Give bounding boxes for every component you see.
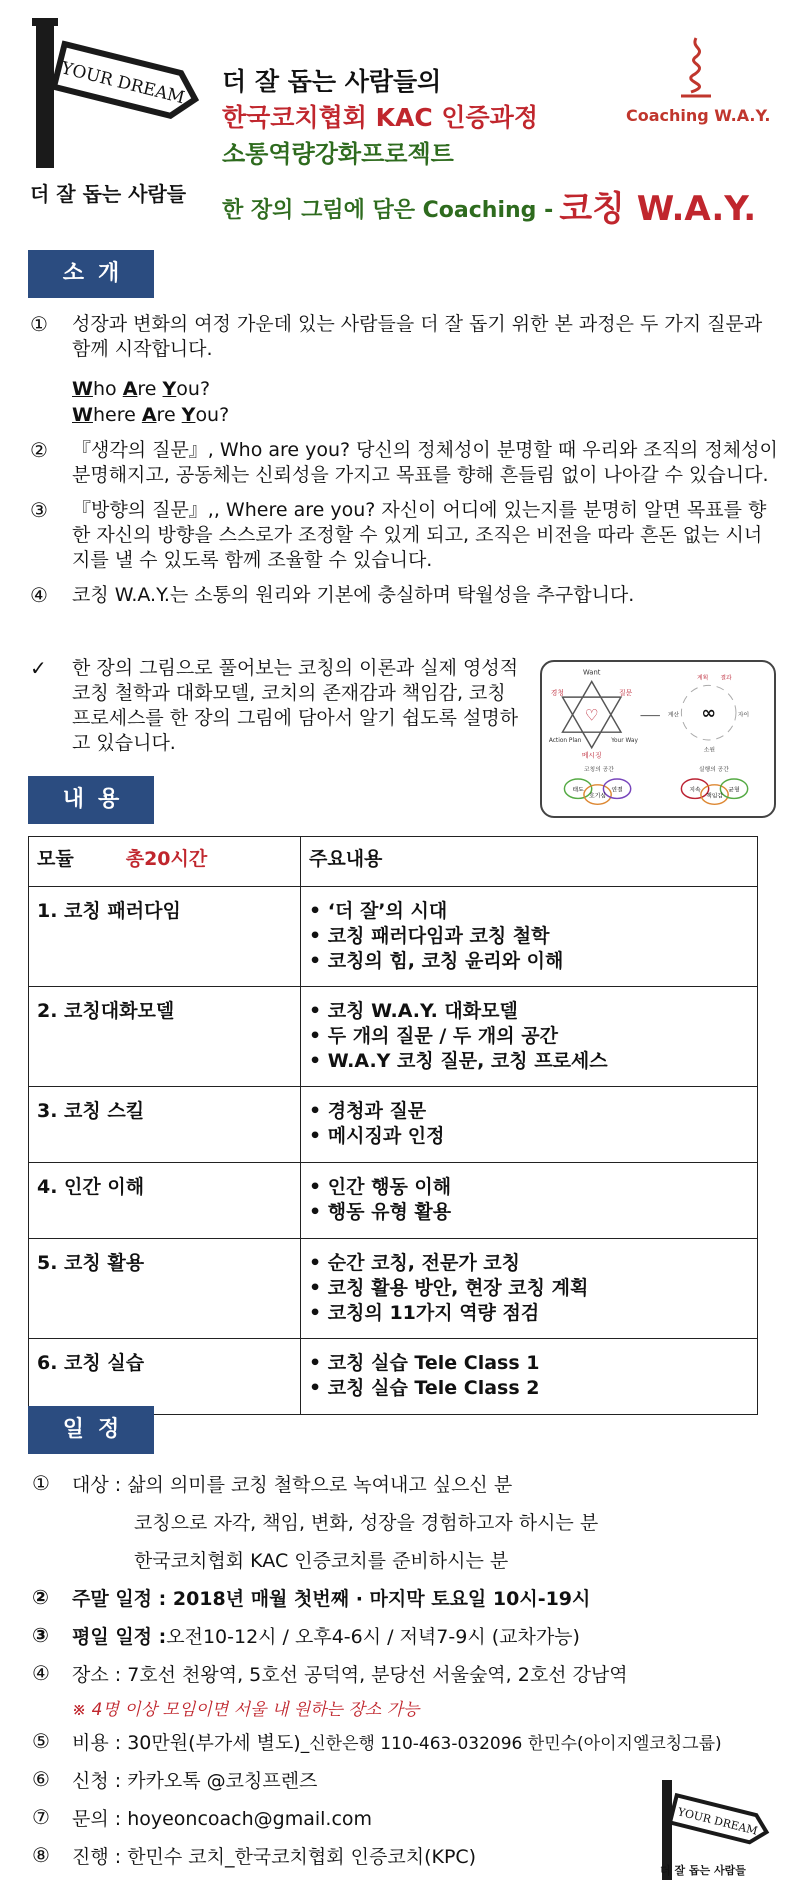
item-number: ④ (30, 583, 48, 607)
item-text: 『생각의 질문』, Who are you? 당신의 정체성이 분명할 때 우리와 조직의 정체성이 분명해지고, 공동체는 신뢰성을 가지고 목표를 향해 흔들림 없이 나아갈 수 있습니다. (72, 439, 778, 486)
svg-text:자이: 자이 (737, 712, 750, 719)
svg-text:호기심: 호기심 (589, 793, 607, 800)
place-note: ※ 4명 이상 모임이면 서울 내 원하는 장소 가능 (72, 1699, 420, 1720)
table-header-row (29, 837, 758, 887)
svg-text:균형: 균형 (728, 787, 740, 794)
coaching-way-brand (626, 34, 771, 134)
title-line-1: 더 잘 돕는 사람들의 (222, 67, 442, 96)
title-big: 코칭 W.A.Y. (559, 189, 757, 229)
svg-text:태도: 태도 (572, 787, 584, 794)
module-cell: 4. 인간 이해 (29, 1163, 301, 1239)
module-cell: 5. 코칭 활용 (29, 1239, 301, 1339)
tree-icon (661, 34, 731, 104)
item-text: 『방향의 질문』,, Where are you? 자신이 어디에 있는지를 분명히 알면 목표를 향한 자신의 방향을 스스로가 조정할 수 있게 되고, 조직은 비전을 따라 흔돈 없는 시너지를 낼 수 있도록 함께 조율할 수 있습니다. (72, 499, 767, 571)
total-hours: 총20시간 (125, 848, 208, 870)
title-line-4 (222, 178, 756, 227)
module-cell: 2. 코칭대화모델 (29, 987, 301, 1087)
intro-item (30, 498, 780, 573)
target-row-2: 코칭으로 자각, 책임, 변화, 성장을 경험하고자 하시는 분 (134, 1511, 599, 1534)
check-icon: ✓ (30, 656, 47, 680)
section-badge-contents: 내용 (28, 776, 154, 824)
table-row (29, 1239, 758, 1339)
svg-text:연결: 연결 (611, 787, 623, 794)
module-cell: 6. 코칭 실습 (29, 1339, 301, 1415)
items-cell: • 코칭 실습 Tele Class 1 • 코칭 실습 Tele Class 2 (301, 1339, 758, 1415)
section-badge-intro: 소개 (28, 250, 154, 298)
table-row (29, 1087, 758, 1163)
intro-list (30, 312, 780, 618)
title-line-3: 소통역량강화프로젝트 (222, 140, 454, 168)
items-cell: • ‘더 잘’의 시대 • 코칭 패러다임과 코칭 철학 • 코칭의 힘, 코칭 윤리와 이해 (301, 887, 758, 987)
svg-text:결과: 결과 (720, 675, 732, 682)
section-badge-schedule: 일정 (28, 1406, 154, 1454)
table-row (29, 1339, 758, 1415)
module-cell: 3. 코칭 스킬 (29, 1087, 301, 1163)
brand-text: Coaching W.A.Y. (626, 106, 771, 125)
contact-row: ⑦ 문의 : hoyeoncoach@gmail.com (32, 1805, 373, 1830)
target-row-3: 한국코치협회 KAC 인증코치를 준비하시는 분 (134, 1549, 509, 1572)
coaching-way-diagram (540, 660, 776, 818)
way-question-1: Who Are You? (72, 378, 211, 400)
weekend-row: ② 주말 일정 : 2018년 매월 첫번째 · 마지막 토요일 10시-19시 (32, 1585, 591, 1610)
svg-text:Your Way: Your Way (611, 737, 638, 744)
sign-caption: 더 잘 돕는 사람들 (30, 182, 187, 206)
intro-item (30, 312, 780, 362)
svg-text:실행의 공간: 실행의 공간 (698, 767, 729, 774)
svg-text:책임감: 책임감 (706, 793, 723, 800)
place-row: ④ 장소 : 7호선 천왕역, 5호선 공덕역, 분당선 서울숲역, 2호선 강남역 (32, 1661, 628, 1686)
intro-item (30, 438, 780, 488)
svg-text:Want: Want (582, 668, 601, 677)
item-number: ③ (30, 498, 48, 522)
title-line-4-text: 한 장의 그림에 담은 Coaching - (222, 198, 554, 223)
check-text: 한 장의 그림으로 풀어보는 코칭의 이론과 실제 영성적 코칭 철학과 대화모델, 코치의 존재감과 책임감, 코칭 프로세스를 한 장의 그림에 담아서 알기 쉽도록 설명하고 있습니다. (72, 657, 519, 754)
title-line-2: 한국코치협회 KAC 인증과정 (222, 103, 538, 132)
weekday-row: ③ 평일 일정 : 오전10-12시 / 오후4-6시 / 저녁7-9시 (교차가능) (32, 1623, 580, 1648)
intro-item (30, 583, 780, 608)
corner-caption: 더 잘 돕는 사람들 (660, 1864, 746, 1877)
way-questions (72, 376, 780, 428)
table-row (29, 1163, 758, 1239)
svg-text:YOUR DREAM: YOUR DREAM (676, 1805, 759, 1838)
header-main: 주요내용 (301, 837, 758, 887)
svg-text:코칭의 공간: 코칭의 공간 (583, 767, 614, 774)
apply-row: ⑥ 신청 : 카카오톡 @코칭프렌즈 (32, 1767, 318, 1792)
table-row (29, 887, 758, 987)
items-cell: • 순간 코칭, 전문가 코칭 • 코칭 활용 방안, 현장 코칭 계획 • 코칭의 11가지 역량 점검 (301, 1239, 758, 1339)
svg-text:지속: 지속 (689, 787, 701, 794)
svg-text:계산: 계산 (667, 712, 680, 719)
svg-text:계획: 계획 (696, 675, 709, 682)
fee-row: ⑤ 비용 : 30만원(부가세 별도) _신한은행 110-463-032096 한민수(아이지엘코칭그룹) (32, 1729, 722, 1754)
curriculum-table (28, 836, 758, 1415)
svg-text:♡: ♡ (584, 706, 599, 725)
items-cell: • 경청과 질문 • 메시징과 인정 (301, 1087, 758, 1163)
way-question-2: Where Are You? (72, 404, 230, 426)
svg-text:메시징: 메시징 (581, 751, 602, 760)
svg-text:Action Plan: Action Plan (548, 737, 582, 744)
item-text: 성장과 변화의 여정 가운데 있는 사람들을 더 잘 돕기 위한 본 과정은 두 가지 질문과 함께 시작합니다. (72, 313, 763, 360)
item-text: 코칭 W.A.Y.는 소통의 원리와 기본에 충실하며 탁월성을 추구합니다. (72, 584, 635, 606)
svg-text:YOUR DREAM: YOUR DREAM (59, 58, 187, 109)
svg-text:∞: ∞ (701, 703, 716, 724)
host-row: ⑧ 진행 : 한민수 코치_한국코치협회 인증코치(KPC) (32, 1843, 477, 1868)
header-module: 모듈 총20시간 (29, 837, 301, 887)
check-note (30, 656, 530, 756)
item-number: ① (30, 312, 48, 336)
table-row (29, 987, 758, 1087)
items-cell: • 코칭 W.A.Y. 대화모델 • 두 개의 질문 / 두 개의 공간 • W.A.Y 코칭 질문, 코칭 프로세스 (301, 987, 758, 1087)
items-cell: • 인간 행동 이해 • 행동 유형 활용 (301, 1163, 758, 1239)
svg-text:소원: 소원 (703, 747, 716, 754)
module-cell: 1. 코칭 패러다임 (29, 887, 301, 987)
item-number: ② (30, 438, 48, 462)
target-row: ① 대상 : 삶의 의미를 코칭 철학으로 녹여내고 싶으신 분 (32, 1471, 513, 1496)
your-dream-signpost-logo (28, 18, 208, 168)
header (0, 0, 800, 230)
svg-text:질문: 질문 (619, 689, 633, 698)
svg-text:경청: 경청 (550, 689, 564, 698)
